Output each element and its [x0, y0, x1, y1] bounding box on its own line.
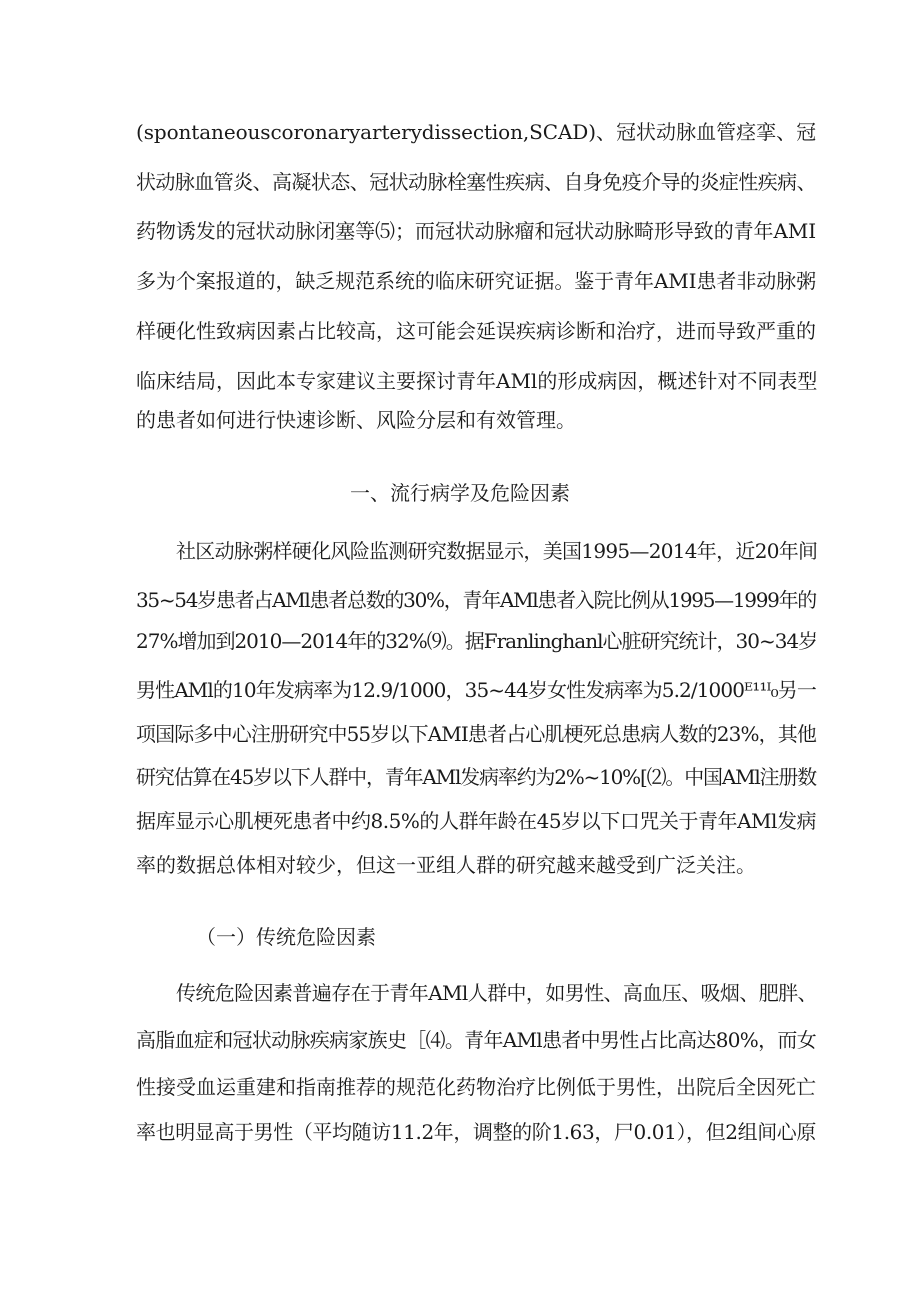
- paragraph-1-line-7: 的患者如何进行快速诊断、风险分层和有效管理。: [136, 408, 576, 432]
- paragraph-2-line-6: 研究估算在45岁以下人群中，青年AMl发病率约为2%~10%[⑵。中国AMl注册数: [136, 765, 816, 789]
- paragraph-2-line-4: 男性AMl的10年发病率为12.9/1000，35~44岁女性发病率为5.2/1000ᴱ¹¹ᴵ₀另一: [136, 678, 816, 702]
- paragraph-3-line-4: 率也明显高于男性（平均随访11.2年，调整的阶1.63，尸0.01），但2组间心原: [136, 1120, 816, 1144]
- paragraph-2-line-1: 社区动脉粥样硬化风险监测研究数据显示，美国1995—2014年，近20年间: [176, 539, 818, 563]
- paragraph-1-line-1: (spontaneouscoronaryarterydissection,SCAD)、冠状动脉血管痉挛、冠: [136, 120, 816, 144]
- paragraph-3-line-1: 传统危险因素普遍存在于青年AMl人群中，如男性、高血压、吸烟、肥胖、: [176, 981, 817, 1005]
- section-heading-epidemiology: 一、流行病学及危险因素: [350, 481, 570, 505]
- paragraph-2-line-7: 据库显示心肌梗死患者中约8.5%的人群年龄在45岁以下口咒关于青年AMl发病: [136, 809, 816, 833]
- paragraph-2-line-2: 35~54岁患者占AMl患者总数的30%，青年AMl患者入院比例从1995—1999年的: [136, 588, 816, 612]
- paragraph-1-line-5: 样硬化性致病因素占比较高，这可能会延误疾病诊断和治疗，进而导致严重的: [136, 319, 816, 343]
- paragraph-1-line-2: 状动脉血管炎、高凝状态、冠状动脉栓塞性疾病、自身免疫介导的炎症性疾病、: [136, 170, 816, 194]
- paragraph-2-line-8: 率的数据总体相对较少，但这一亚组人群的研究越来越受到广泛关注。: [136, 853, 756, 877]
- paragraph-3-line-2: 高脂血症和冠状动脉疾病家族史［⑷。青年AMl患者中男性占比高达80%，而女: [136, 1028, 816, 1052]
- paragraph-3-line-3: 性接受血运重建和指南推荐的规范化药物治疗比例低于男性，出院后全因死亡: [136, 1075, 816, 1099]
- paragraph-1-line-6: 临床结局，因此本专家建议主要探讨青年AMl的形成病因，概述针对不同表型: [136, 369, 818, 393]
- paragraph-1-line-4: 多为个案报道的，缺乏规范系统的临床研究证据。鉴于青年AMI患者非动脉粥: [136, 269, 816, 293]
- paragraph-1-line-3: 药物诱发的冠状动脉闭塞等⑸；而冠状动脉瘤和冠状动脉畸形导致的青年AMI: [136, 219, 816, 243]
- paragraph-2-line-3: 27%增加到2010—2014年的32%⑼。据Franlinghanl心脏研究统计，30~34岁: [136, 629, 818, 653]
- paragraph-2-line-5: 项国际多中心注册研究中55岁以下AMI患者占心肌梗死总患病人数的23%，其他: [136, 722, 816, 746]
- subsection-heading-traditional-risk-factors: （一）传统危险因素: [196, 925, 376, 949]
